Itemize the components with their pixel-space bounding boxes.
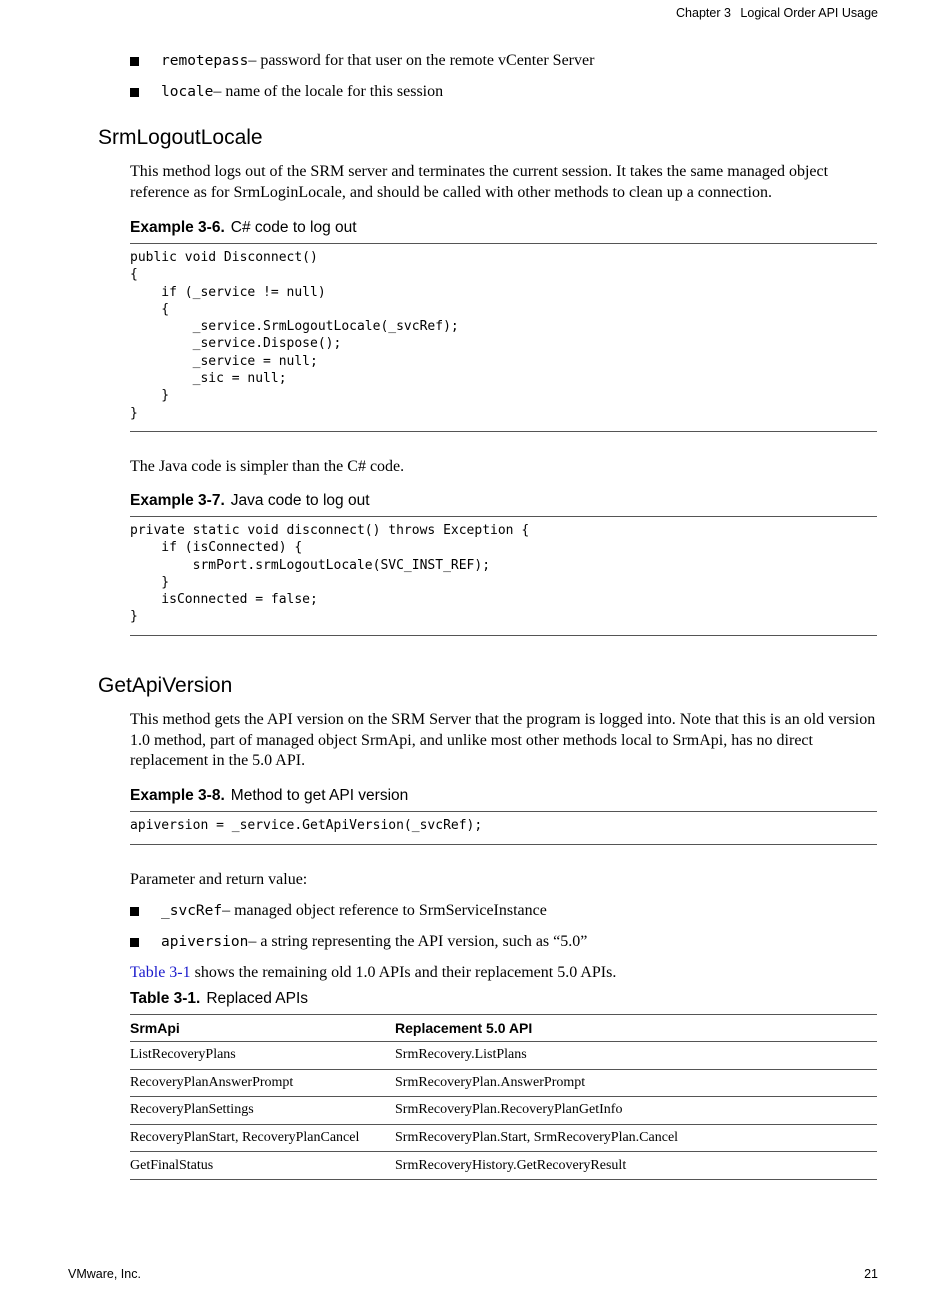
bullet-code: _svcRef xyxy=(161,903,223,919)
example-title xyxy=(130,787,408,805)
table-row xyxy=(130,1097,877,1125)
divider xyxy=(130,516,877,517)
example-label: Example 3-8. xyxy=(130,787,225,804)
table-header-row xyxy=(130,1015,877,1042)
table-row xyxy=(130,1042,877,1070)
table-cell: RecoveryPlanStart, RecoveryPlanCancel xyxy=(130,1124,395,1152)
table-cell: SrmRecoveryHistory.GetRecoveryResult xyxy=(395,1152,877,1180)
table-row xyxy=(130,1124,877,1152)
example-caption: Java code to log out xyxy=(230,492,370,509)
example-caption: C# code to log out xyxy=(230,219,357,236)
bullet-square-icon xyxy=(130,88,139,97)
divider xyxy=(130,844,877,845)
example-label: Example 3-7. xyxy=(130,492,225,509)
table-label: Table 3-1. xyxy=(130,990,201,1007)
section-heading-getapiversion: GetApiVersion xyxy=(98,674,233,697)
example-title xyxy=(130,492,370,510)
param-intro: Parameter and return value: xyxy=(130,871,308,888)
code-block-java: private static void disconnect() throws Exception { if (isConnected) { srmPort.srmLogoutLocale(SVC_INST_REF); } isConnected = false; } xyxy=(130,523,530,625)
bullet-text: – name of the locale for this session xyxy=(213,83,444,100)
table-cell: GetFinalStatus xyxy=(130,1152,395,1180)
bullet-locale xyxy=(130,82,443,102)
column-header-srmapi: SrmApi xyxy=(130,1015,395,1042)
running-header xyxy=(676,6,878,20)
table-title xyxy=(130,990,308,1008)
chapter-number: Chapter 3 xyxy=(676,6,731,20)
bullet-square-icon xyxy=(130,907,139,916)
table-cell: ListRecoveryPlans xyxy=(130,1042,395,1070)
example-caption: Method to get API version xyxy=(230,787,409,804)
code-block-apiversion: apiversion = _service.GetApiVersion(_svcRef); xyxy=(130,818,483,833)
section-paragraph: This method logs out of the SRM server and terminates the current session. It takes the same managed object reference as for SrmLoginLocale, and should be called with other methods to clean up a connection. xyxy=(130,163,829,201)
table-row xyxy=(130,1152,877,1180)
table-reference-text: shows the remaining old 1.0 APIs and their replacement 5.0 APIs. xyxy=(190,964,617,981)
table-caption: Replaced APIs xyxy=(206,990,309,1007)
divider xyxy=(130,635,877,636)
table-link[interactable]: Table 3-1 xyxy=(130,964,191,981)
table-cell: RecoveryPlanAnswerPrompt xyxy=(130,1069,395,1097)
section-heading-srmlogoutlocale: SrmLogoutLocale xyxy=(98,126,263,149)
table-cell: SrmRecoveryPlan.Start, SrmRecoveryPlan.Cancel xyxy=(395,1124,877,1152)
table-cell: RecoveryPlanSettings xyxy=(130,1097,395,1125)
bullet-remotepass xyxy=(130,51,594,71)
table-reference-paragraph xyxy=(130,963,880,984)
bullet-text: – password for that user on the remote vCenter Server xyxy=(248,52,595,69)
column-header-replacement: Replacement 5.0 API xyxy=(395,1015,877,1042)
code-block-csharp: public void Disconnect() { if (_service != null) { _service.SrmLogoutLocale(_svcRef); _service.Dispose(); _service = null; _sic = null; } } xyxy=(130,250,459,421)
table-cell: SrmRecoveryPlan.RecoveryPlanGetInfo xyxy=(395,1097,877,1125)
table-row xyxy=(130,1069,877,1097)
bullet-svcref xyxy=(130,901,547,921)
bullet-text: – a string representing the API version, such as “5.0” xyxy=(248,933,588,950)
divider xyxy=(130,431,877,432)
replaced-apis-table xyxy=(130,1014,877,1180)
bullet-code: apiversion xyxy=(161,934,249,950)
section-paragraph: This method gets the API version on the SRM Server that the program is logged into. Note that this is an old version 1.0 method, part of managed object SrmApi, and unlike most other methods local to SrmApi, has no direct replacement in the 5.0 API. xyxy=(130,711,876,770)
example-title xyxy=(130,219,357,237)
bullet-code: locale xyxy=(161,84,214,100)
bullet-square-icon xyxy=(130,938,139,947)
example-label: Example 3-6. xyxy=(130,219,225,236)
bullet-square-icon xyxy=(130,57,139,66)
table-cell: SrmRecoveryPlan.AnswerPrompt xyxy=(395,1069,877,1097)
footer-company: VMware, Inc. xyxy=(68,1267,141,1281)
divider xyxy=(130,811,877,812)
table-cell: SrmRecovery.ListPlans xyxy=(395,1042,877,1070)
chapter-title: Logical Order API Usage xyxy=(740,6,878,20)
java-note: The Java code is simpler than the C# code. xyxy=(130,458,405,475)
divider xyxy=(130,243,877,244)
bullet-text: – managed object reference to SrmServiceInstance xyxy=(222,902,547,919)
bullet-apiversion xyxy=(130,932,587,952)
bullet-code: remotepass xyxy=(161,53,249,69)
footer-page-number: 21 xyxy=(864,1267,878,1281)
